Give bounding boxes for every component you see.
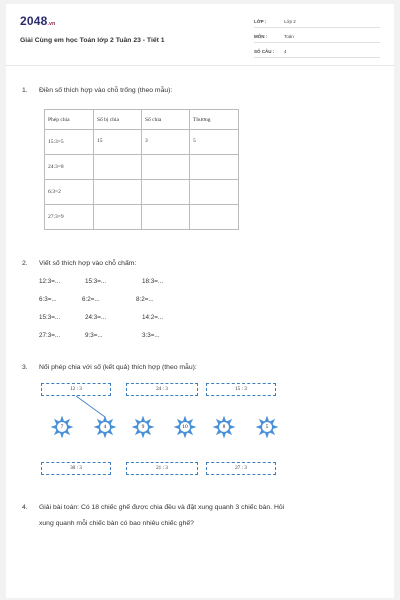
exercise-item: 18:3=...	[142, 278, 164, 285]
meta-key: MÔN :	[254, 34, 268, 39]
table-cell-blank[interactable]	[190, 205, 239, 230]
meta-key: SỐ CÂU :	[254, 49, 275, 54]
question-4-text-line2: xung quanh mỗi chiếc bàn có bao nhiêu chiếc ghế?	[39, 520, 194, 527]
table-row	[45, 155, 239, 180]
document-header	[6, 4, 394, 66]
flower-label: 4	[103, 424, 107, 430]
table-cell: 24:3=8	[45, 155, 94, 180]
table-header-row	[45, 110, 239, 130]
exercise-item: 15:3=...	[85, 278, 107, 285]
flower-number[interactable]	[212, 415, 236, 439]
flower-label: 10	[182, 424, 188, 430]
flower-label: 5	[265, 424, 269, 430]
exercise-item: 3:3=...	[142, 332, 160, 339]
division-box[interactable]: 15 : 3	[206, 383, 276, 396]
table-header: Phép chia	[45, 110, 94, 130]
meta-value: Lớp 2	[284, 19, 296, 24]
question-2-number: 2.	[22, 260, 28, 267]
page-title: Giải Cùng em học Toán lớp 2 Tuần 23 - Tiết 1	[20, 37, 165, 44]
division-table	[44, 109, 239, 230]
table-header: Số bị chia	[94, 110, 142, 130]
question-1-number: 1.	[22, 87, 28, 94]
division-box[interactable]: 21 : 3	[126, 462, 198, 475]
table-cell-blank[interactable]	[94, 155, 142, 180]
flower-number[interactable]	[173, 415, 197, 439]
table-cell-blank[interactable]	[142, 155, 190, 180]
exercise-item: 12:3=...	[39, 278, 61, 285]
question-3-number: 3.	[22, 364, 28, 371]
flower-label: 7	[60, 424, 64, 430]
meta-value: 4	[284, 49, 287, 54]
flower-number[interactable]	[50, 415, 74, 439]
table-cell-blank[interactable]	[94, 180, 142, 205]
table-cell-blank[interactable]	[142, 180, 190, 205]
example-connector-line	[76, 396, 105, 417]
document-page	[6, 4, 394, 598]
table-cell: 27:3=9	[45, 205, 94, 230]
division-box[interactable]: 30 : 3	[41, 462, 111, 475]
division-box[interactable]: 27 : 3	[206, 462, 276, 475]
table-cell: 15:3=5	[45, 130, 94, 155]
flower-number[interactable]	[131, 415, 155, 439]
flower-number[interactable]	[93, 415, 117, 439]
table-row	[45, 205, 239, 230]
division-box[interactable]: 24 : 3	[126, 383, 198, 396]
meta-subject-row	[254, 31, 380, 43]
table-row	[45, 130, 239, 155]
table-cell: 5	[190, 130, 239, 155]
flower-number[interactable]	[255, 415, 279, 439]
table-header: Số chia	[142, 110, 190, 130]
table-cell-blank[interactable]	[94, 205, 142, 230]
exercise-item: 24:3=...	[85, 314, 107, 321]
table-cell-blank[interactable]	[190, 155, 239, 180]
table-row	[45, 180, 239, 205]
question-3-text: Nối phép chia với số (kết quả) thích hợp (theo mẫu):	[39, 364, 197, 371]
exercise-item: 27:3=...	[39, 332, 61, 339]
meta-count-row	[254, 46, 380, 58]
logo-text: 2048	[20, 14, 48, 28]
table-cell: 3	[142, 130, 190, 155]
flower-label: 9	[141, 424, 145, 430]
exercise-item: 8:2=...	[136, 296, 154, 303]
exercise-item: 15:3=...	[39, 314, 61, 321]
table-cell-blank[interactable]	[190, 180, 239, 205]
logo-suffix: .vn	[47, 21, 56, 27]
meta-value: Toán	[284, 34, 294, 39]
question-4-text-line1: Giải bài toán: Có 18 chiếc ghế được chia đều và đặt xung quanh 3 chiếc bàn. Hỏi	[39, 504, 285, 511]
exercise-item: 14:2=...	[142, 314, 164, 321]
site-logo[interactable]	[20, 14, 55, 28]
division-box[interactable]: 12 : 3	[41, 383, 111, 396]
table-cell: 15	[94, 130, 142, 155]
question-1-text: Điền số thích hợp vào chỗ trống (theo mẫu):	[39, 87, 173, 94]
flower-label: 8	[222, 424, 226, 430]
exercise-item: 6:2=...	[82, 296, 100, 303]
question-2-text: Viết số thích hợp vào chỗ chấm:	[39, 260, 137, 267]
meta-key: LỚP :	[254, 19, 267, 24]
meta-class-row	[254, 16, 380, 28]
exercise-item: 9:3=...	[85, 332, 103, 339]
table-cell: 6:3=2	[45, 180, 94, 205]
table-cell-blank[interactable]	[142, 205, 190, 230]
exercise-item: 6:3=...	[39, 296, 57, 303]
question-4-number: 4.	[22, 504, 28, 511]
table-header: Thương	[190, 110, 239, 130]
